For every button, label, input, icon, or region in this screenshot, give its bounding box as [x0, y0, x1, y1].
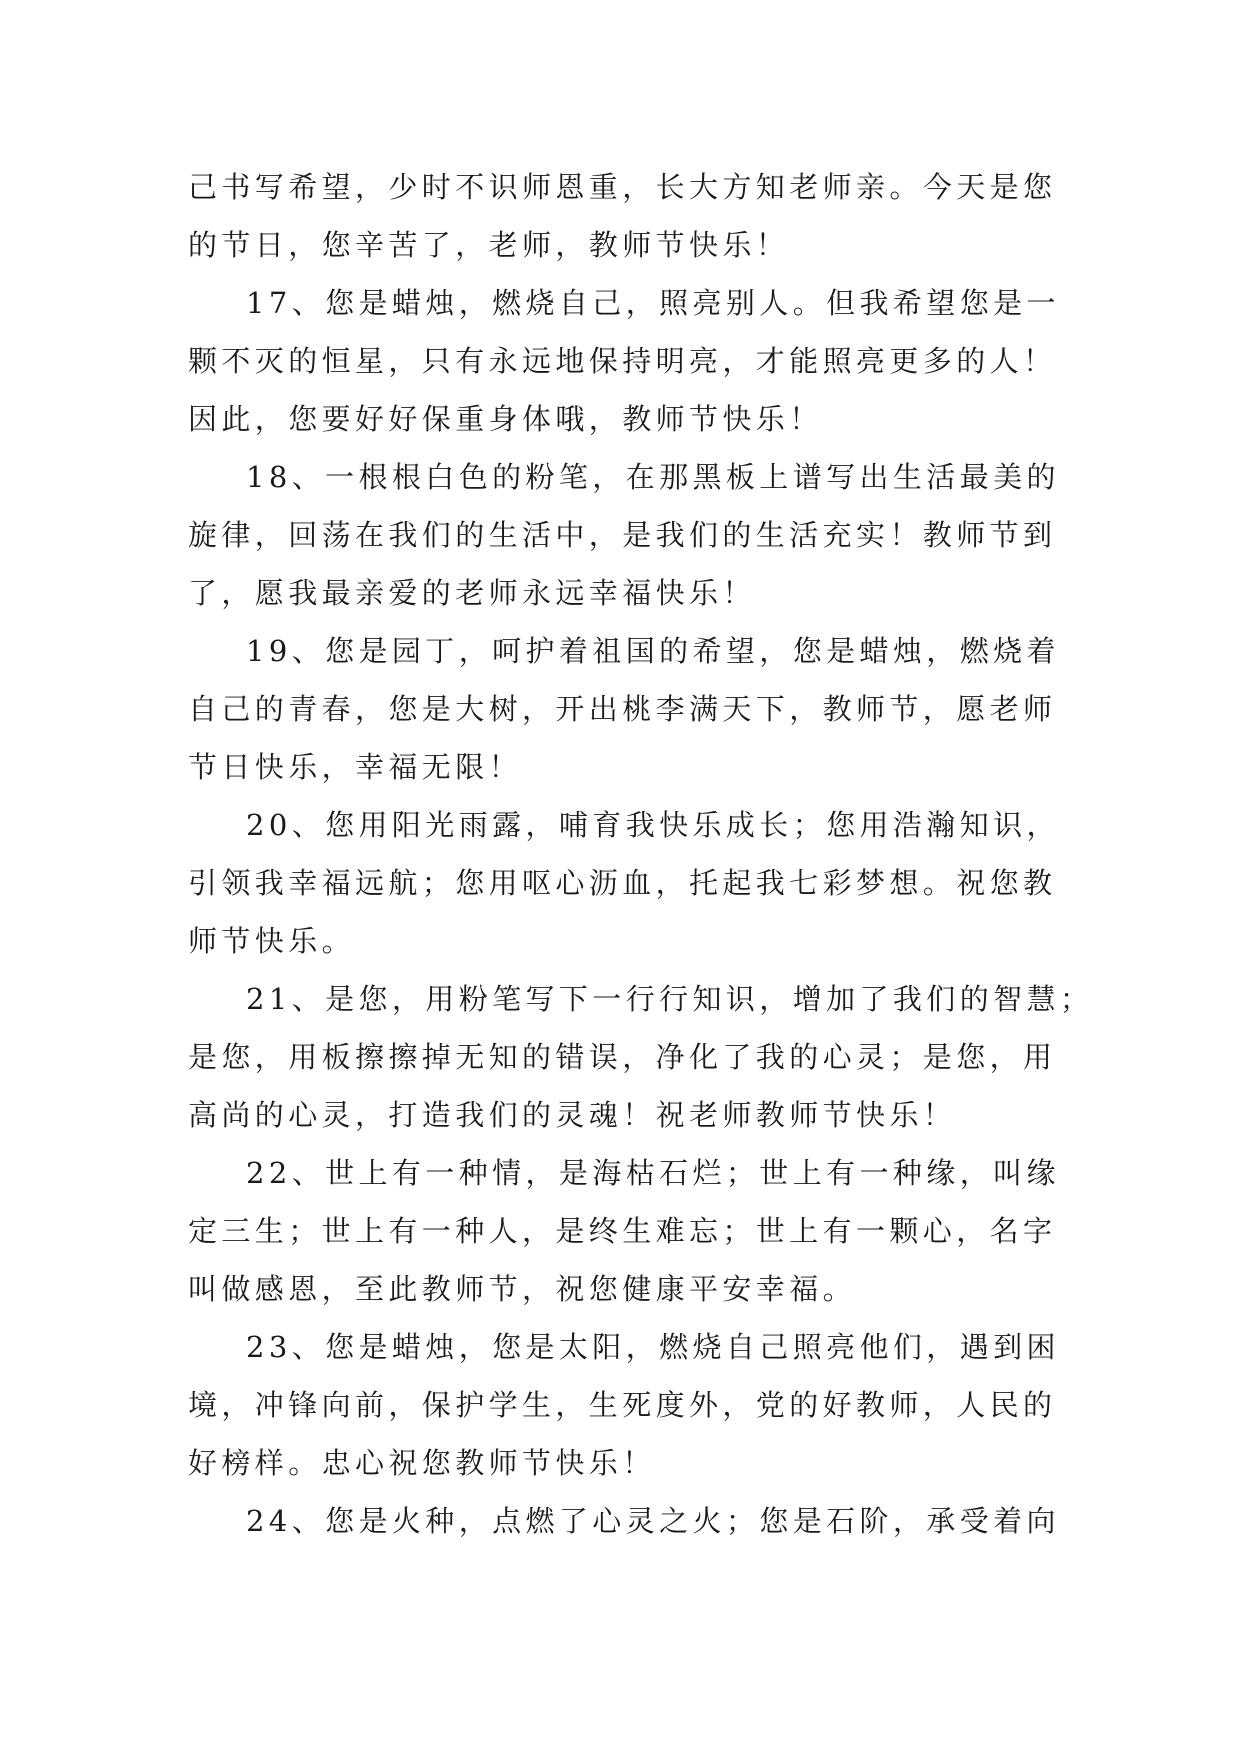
paragraph-line: 叫做感恩，至此教师节，祝您健康平安幸福。 [188, 1272, 857, 1306]
paragraph-first-line: 20、您用阳光雨露，哺育我快乐成长；您用浩瀚知识， [246, 808, 1060, 842]
paragraph-line: 自己的青春，您是大树，开出桃李满天下，教师节，愿老师 [188, 692, 1057, 726]
paragraph-first-line: 18、一根根白色的粉笔，在那黑板上谱写出生活最美的 [246, 460, 1060, 494]
document-body [188, 158, 1094, 1550]
paragraph-line: 了，愿我最亲爱的老师永远幸福快乐！ [188, 576, 756, 610]
paragraph-first-line: 19、您是园丁，呵护着祖国的希望，您是蜡烛，燃烧着 [246, 634, 1060, 668]
paragraph-first-line: 22、世上有一种情，是海枯石烂；世上有一种缘，叫缘 [246, 1156, 1060, 1190]
paragraph-line: 好榜样。忠心祝您教师节快乐！ [188, 1446, 656, 1480]
paragraph-line: 引领我幸福远航；您用呕心沥血，托起我七彩梦想。祝您教 [188, 866, 1057, 900]
paragraph-line: 颗不灭的恒星，只有永远地保持明亮，才能照亮更多的人！ [188, 344, 1057, 378]
paragraph-line: 旋律，回荡在我们的生活中，是我们的生活充实！教师节到 [188, 518, 1057, 552]
paragraph-first-line: 24、您是火种，点燃了心灵之火；您是石阶，承受着向 [246, 1504, 1060, 1538]
paragraph-line: 的节日，您辛苦了，老师，教师节快乐！ [188, 228, 790, 262]
paragraph-line: 是您，用板擦擦掉无知的错误，净化了我的心灵；是您，用 [188, 1040, 1057, 1074]
paragraph-line: 节日快乐，幸福无限！ [188, 750, 523, 784]
paragraph-line: 因此，您要好好保重身体哦，教师节快乐！ [188, 402, 823, 436]
paragraph-first-line: 21、是您，用粉笔写下一行行知识，增加了我们的智慧； [246, 982, 1094, 1016]
paragraph-line: 己书写希望，少时不识师恩重，长大方知老师亲。今天是您 [188, 170, 1057, 204]
paragraph-line: 境，冲锋向前，保护学生，生死度外，党的好教师，人民的 [188, 1388, 1057, 1422]
paragraph-line: 定三生；世上有一种人，是终生难忘；世上有一颗心，名字 [188, 1214, 1057, 1248]
paragraph-first-line: 17、您是蜡烛，燃烧自己，照亮别人。但我希望您是一 [246, 286, 1060, 320]
paragraph-first-line: 23、您是蜡烛，您是太阳，燃烧自己照亮他们，遇到困 [246, 1330, 1060, 1364]
paragraph-line: 师节快乐。 [188, 924, 356, 958]
paragraph-line: 高尚的心灵，打造我们的灵魂！祝老师教师节快乐！ [188, 1098, 957, 1132]
